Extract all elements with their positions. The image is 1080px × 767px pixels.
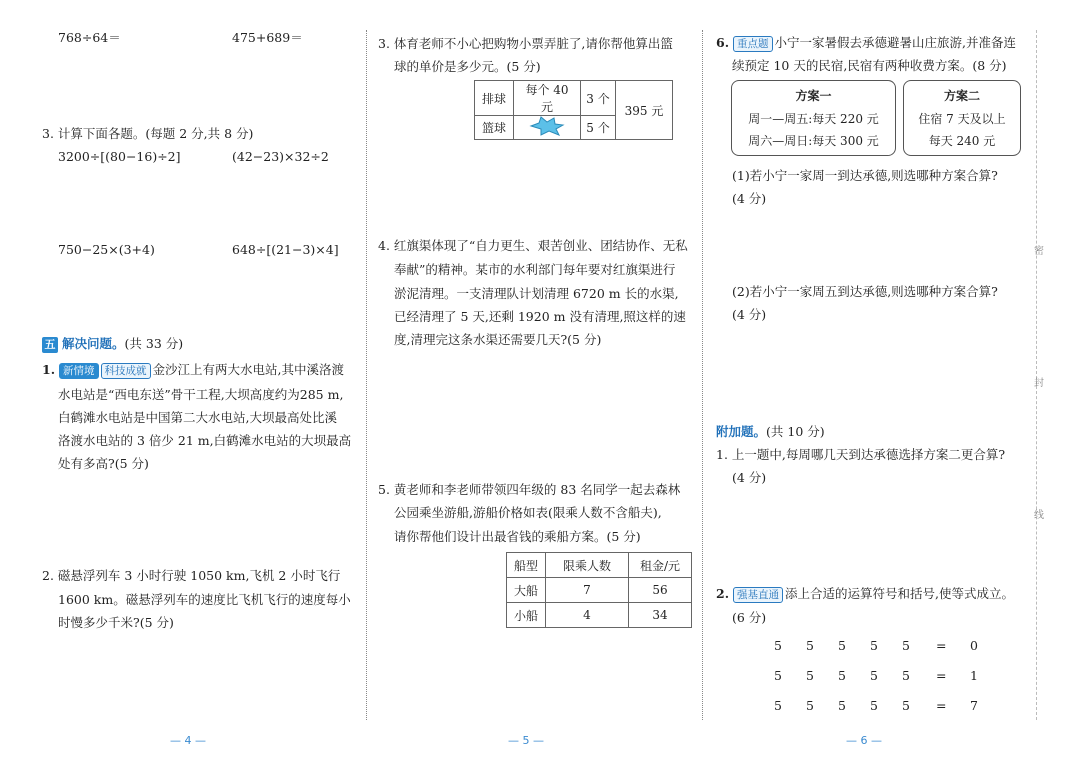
receipt-cell: 5 个 (581, 116, 616, 140)
receipt-cell: 排球 (475, 81, 514, 116)
q6-line-2: 续预定 10 天的民宿,民宿有两种收费方案。(8 分) (732, 58, 1007, 73)
equation-operand: 5 (838, 698, 846, 713)
table-row (507, 578, 692, 603)
receipt-cell: 3 个 (581, 81, 616, 116)
plan-one-line-2: 周六—周日:每天 300 元 (748, 134, 879, 148)
calc-expr-1: 768÷64＝ (58, 30, 121, 45)
q6-sub1-line-2: (4 分) (732, 191, 767, 206)
q1-line-4: 洛渡水电站的 3 倍少 21 m,白鹤滩水电站的大坝最高 (58, 433, 352, 448)
receipt-cell: 篮球 (475, 116, 514, 140)
equation-operand: 5 (774, 698, 782, 713)
plan-one-title: 方案一 (795, 89, 832, 103)
bonus-title: 附加题。 (716, 424, 767, 439)
q5-line-3: 请你帮他们设计出最省钱的乘船方案。(5 分) (394, 529, 641, 544)
plan-two-line-1: 住宿 7 天及以上 (918, 112, 1006, 126)
table-header-cell: 限乘人数 (546, 553, 629, 578)
equation-operand: 5 (870, 698, 878, 713)
q1-line-5: 处有多高?(5 分) (58, 456, 149, 471)
bonus-heading (716, 422, 825, 440)
q6-number: 6. (716, 35, 730, 50)
plan-two-box (903, 80, 1021, 156)
q1-line-3: 白鹤滩水电站是中国第二大水电站,大坝最高处比溪 (58, 410, 337, 425)
section-score: (共 33 分) (124, 336, 184, 351)
q6-tag: 重点题 (733, 36, 773, 52)
q3-item-4: 648÷[(21−3)×4] (232, 242, 339, 257)
q1-text-1: 金沙江上有两大水电站,其中溪洛渡 (152, 362, 345, 377)
c2-q3-line-1: 3. 体育老师不小心把购物小票弄脏了,请你帮他算出篮 (378, 36, 673, 51)
q4-line-3: 淤泥清理。一支清理队计划清理 6720 m 长的水渠, (394, 286, 679, 301)
page-number-6: — 6 — (846, 734, 882, 747)
table-cell: 4 (546, 603, 629, 628)
plan-one-line-1: 周一—周五:每天 220 元 (748, 112, 879, 126)
q4-line-1: 4. 红旗渠体现了“自力更生、艰苦创业、团结协作、无私 (378, 238, 688, 253)
plan-one-box (731, 80, 896, 156)
section-mark: 五 (42, 337, 58, 353)
column-divider-left (366, 30, 367, 720)
q1-tag-tech: 科技成就 (101, 363, 151, 379)
boat-price-table (506, 552, 692, 628)
q3-item-2: (42−23)×32÷2 (232, 149, 329, 164)
q2-line-2: 1600 km。磁悬浮列车的速度比飞机飞行的速度每小 (58, 592, 351, 607)
q6-sub2-line-2: (4 分) (732, 307, 767, 322)
q4-line-5: 度,清理完这条水渠还需要几天?(5 分) (394, 332, 602, 347)
q4-line-4: 已经清理了 5 天,还剩 1920 m 没有清理,照这样的速 (394, 309, 686, 324)
binding-label-mi: 密 (1034, 246, 1044, 257)
table-cell: 小船 (507, 603, 546, 628)
q1-line-1 (42, 360, 344, 379)
q5-line-1: 5. 黄老师和李老师带领四年级的 83 名同学一起去森林 (378, 482, 681, 497)
bonus-q2-text: 添上合适的运算符号和括号,使等式成立。 (785, 586, 1015, 601)
receipt-total: 395 元 (616, 81, 673, 140)
table-cell: 大船 (507, 578, 546, 603)
q6-text-1: 小宁一家暑假去承德避暑山庄旅游,并准备连 (774, 35, 1017, 50)
equation-result: 0 (970, 638, 978, 653)
q1-line-2: 水电站是“西电东送”骨干工程,大坝高度约为285 m, (58, 387, 344, 402)
equation-operand: 5 (902, 668, 910, 683)
ink-stain-cell (514, 116, 581, 140)
equation-operand: 5 (838, 668, 846, 683)
bonus-q1-line-2: (4 分) (732, 470, 767, 485)
q3-item-3: 750−25×(3+4) (58, 242, 155, 257)
equation-operand: 5 (806, 698, 814, 713)
bonus-q1-line-1: 1. 上一题中,每周哪几天到达承德选择方案二更合算? (716, 447, 1006, 462)
page-number-5: — 5 — (508, 734, 544, 747)
equation-operand: 5 (870, 668, 878, 683)
receipt-cell: 每个 40 元 (514, 81, 581, 116)
receipt-table (474, 80, 673, 140)
equation-operand: 5 (838, 638, 846, 653)
q2-line-1: 2. 磁悬浮列车 3 小时行驶 1050 km,飞机 2 小时飞行 (42, 568, 341, 583)
table-cell: 56 (629, 578, 692, 603)
equation-operand: 5 (870, 638, 878, 653)
section-title: 解决问题。 (62, 336, 125, 351)
binding-label-xian: 线 (1034, 510, 1044, 521)
q5-line-2: 公园乘坐游船,游船价格如表(限乘人数不含船夫), (394, 505, 662, 520)
column-divider-right (702, 30, 703, 720)
bonus-q2-line-1 (716, 584, 1014, 603)
table-cell: 34 (629, 603, 692, 628)
q6-line-1 (716, 33, 1016, 52)
ink-stain-icon (527, 116, 567, 136)
q3-heading: 3. 计算下面各题。(每题 2 分,共 8 分) (42, 126, 254, 141)
q1-number: 1. (42, 362, 56, 377)
equation-operand: 5 (902, 698, 910, 713)
q2-line-3: 时慢多少千米?(5 分) (58, 615, 174, 630)
bonus-score: (共 10 分) (766, 424, 825, 439)
q6-sub1-line-1: (1)若小宁一家周一到达承德,则选哪种方案合算? (732, 168, 998, 183)
table-cell: 7 (546, 578, 629, 603)
bonus-q2-number: 2. (716, 586, 730, 601)
table-row (475, 81, 673, 116)
equals-sign: = (936, 698, 947, 713)
table-header-cell: 船型 (507, 553, 546, 578)
plan-two-title: 方案二 (943, 89, 980, 103)
table-row (507, 603, 692, 628)
c2-q3-line-2: 球的单价是多少元。(5 分) (394, 59, 541, 74)
equals-sign: = (936, 638, 947, 653)
q4-line-2: 奉献”的精神。某市的水利部门每年要对红旗渠进行 (394, 262, 676, 277)
plan-two-line-2: 每天 240 元 (928, 134, 996, 148)
calc-expr-2: 475+689＝ (232, 30, 303, 45)
q6-sub2-line-1: (2)若小宁一家周五到达承德,则选哪种方案合算? (732, 284, 998, 299)
table-row (507, 553, 692, 578)
equation-operand: 5 (806, 638, 814, 653)
equation-result: 1 (970, 668, 978, 683)
page-number-4: — 4 — (170, 734, 206, 747)
equation-result: 7 (970, 698, 978, 713)
equation-operand: 5 (774, 668, 782, 683)
bonus-q2-score: (6 分) (732, 610, 767, 625)
table-header-cell: 租金/元 (629, 553, 692, 578)
q3-item-1: 3200÷[(80−16)÷2] (58, 149, 181, 164)
equation-operand: 5 (806, 668, 814, 683)
binding-label-feng: 封 (1034, 378, 1044, 389)
equation-operand: 5 (774, 638, 782, 653)
section-heading (42, 334, 183, 353)
equation-operand: 5 (902, 638, 910, 653)
equals-sign: = (936, 668, 947, 683)
q1-tag-new: 新情境 (59, 363, 99, 379)
bonus-q2-tag: 强基直通 (733, 587, 783, 603)
